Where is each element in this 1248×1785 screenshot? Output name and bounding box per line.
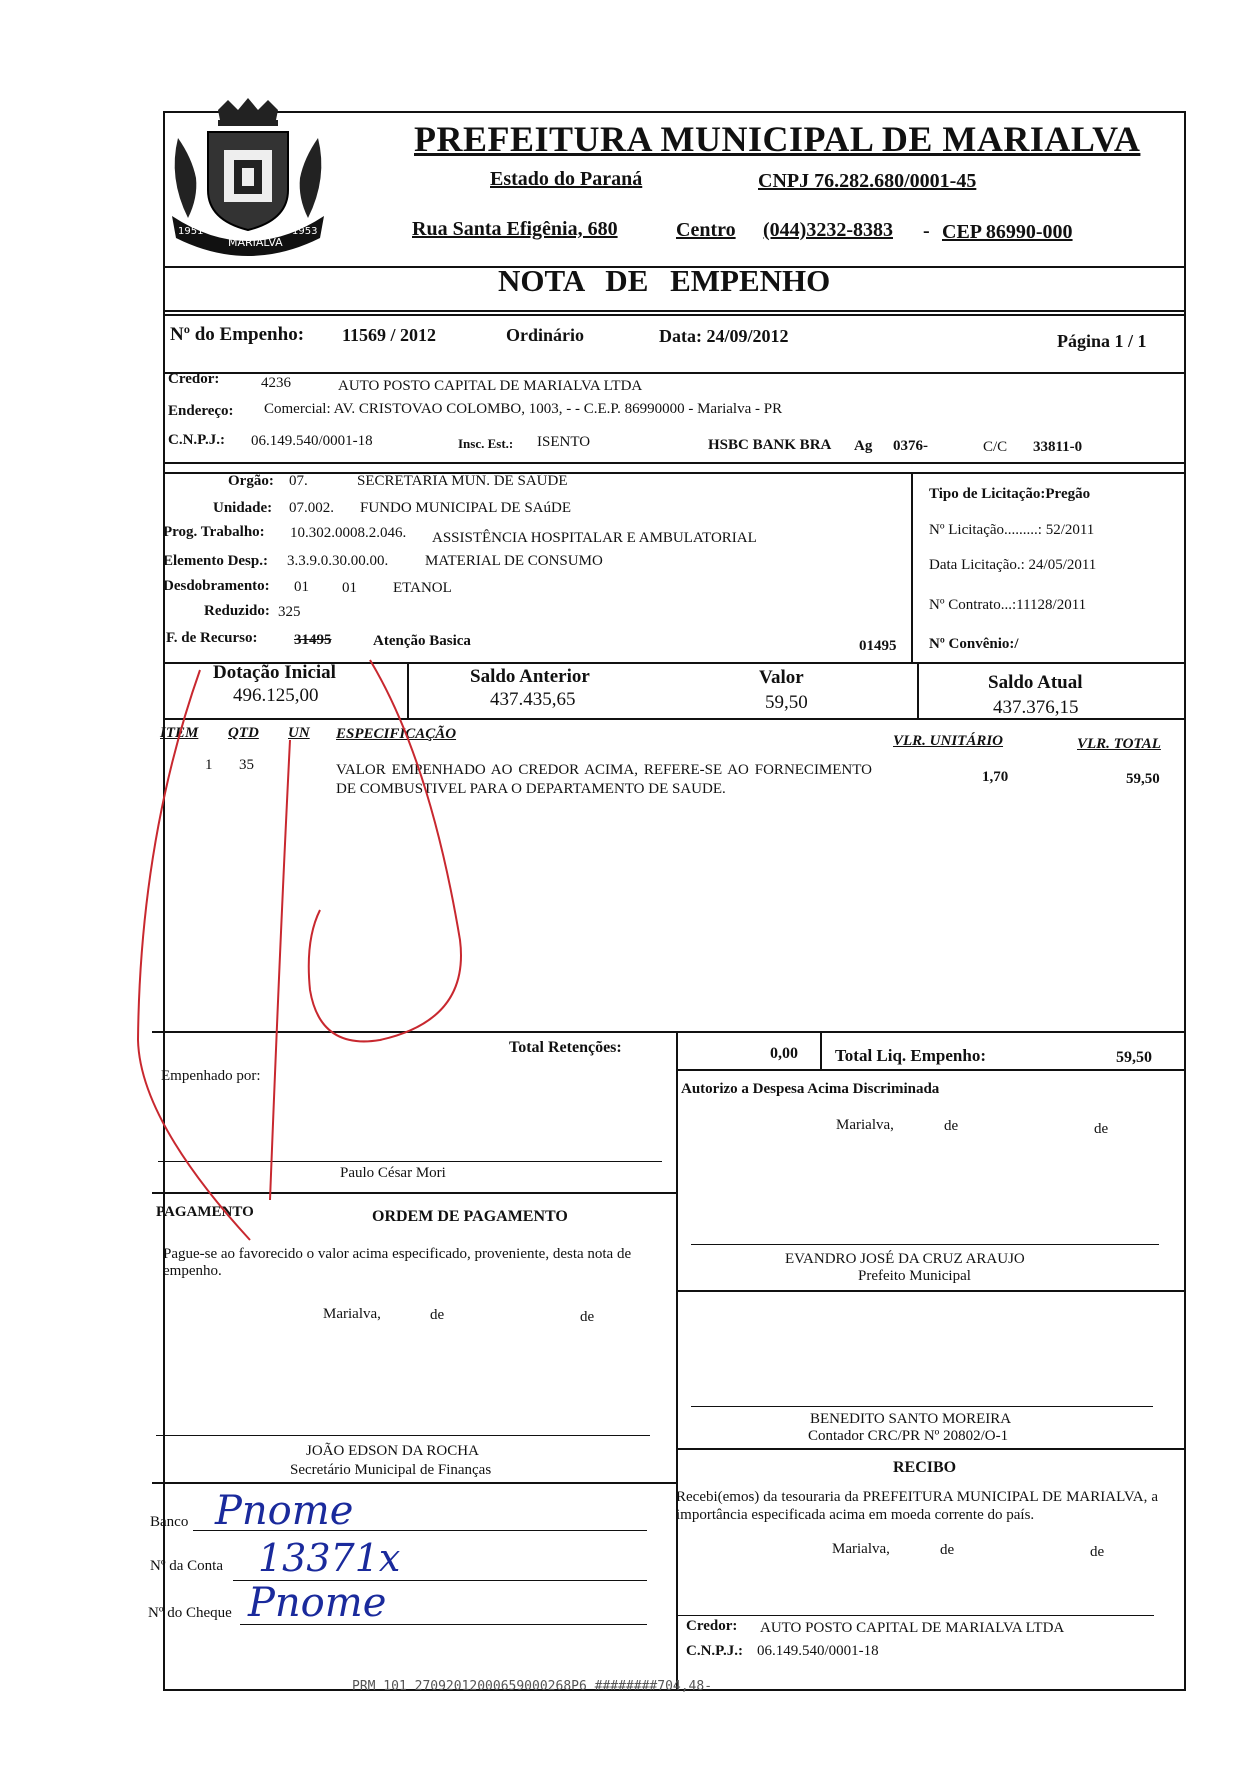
empenhado-label: Empenhado por:	[161, 1068, 261, 1084]
autorizo-de2: de	[1094, 1121, 1109, 1137]
empenho-date: Data: 24/09/2012	[659, 326, 789, 346]
fonte-code: 01495	[859, 638, 897, 654]
recibo-text: Recebi(emos) da tesouraria da PREFEITURA MUNICIPAL DE MARIALVA, a importância especificada acima em moeda corrente do país.	[676, 1489, 1158, 1523]
autorizo-city: Marialva,	[836, 1117, 894, 1133]
insc-label: Insc. Est.:	[458, 436, 514, 451]
state-label: Estado do Paraná	[490, 168, 643, 190]
svg-text:1953: 1953	[292, 226, 318, 237]
credor-address: Comercial: AV. CRISTOVAO COLOMBO, 1003, - - C.E.P. 86990000 - Marialva - PR	[264, 401, 783, 417]
recibo-de2: de	[1090, 1544, 1105, 1560]
ordem-pagamento-label: ORDEM DE PAGAMENTO	[372, 1208, 568, 1225]
liquido-value: 59,50	[1116, 1049, 1152, 1066]
col-un: UN	[288, 725, 310, 741]
fonte-desc: Atenção Basica	[373, 633, 471, 649]
saldo-atual-value: 437.376,15	[993, 697, 1079, 718]
desdobramento-desc: ETANOL	[393, 580, 452, 596]
saldo-anterior-value: 437.435,65	[490, 689, 576, 710]
recibo-cnpj: 06.149.540/0001-18	[757, 1643, 879, 1659]
agency-value: 0376-	[893, 438, 928, 454]
item-total: 59,50	[1126, 771, 1160, 787]
district-label: Centro	[676, 219, 736, 241]
liquido-label: Total Liq. Empenho:	[835, 1046, 986, 1065]
municipal-crest-icon	[168, 98, 328, 258]
footer-code: PRM 101 27092012000659000268P6 ########704,48-	[352, 1679, 713, 1694]
conta-label: Nº da Conta	[150, 1558, 223, 1574]
saldo-anterior-label: Saldo Anterior	[470, 666, 590, 687]
desdobramento-label: Desdobramento:	[163, 578, 270, 594]
prefeito-name: EVANDRO JOSÉ DA CRUZ ARAUJO	[785, 1251, 1025, 1267]
desdobramento-a: 01	[294, 579, 309, 595]
contador-role: Contador CRC/PR Nº 20802/O-1	[808, 1428, 1009, 1444]
cheque-handwritten: Pnome	[248, 1580, 387, 1626]
item-unit: 1,70	[982, 769, 1009, 785]
recibo-de1: de	[940, 1542, 955, 1558]
page-title: PREFEITURA MUNICIPAL DE MARIALVA	[414, 119, 1141, 159]
cnpj-label: CNPJ 76.282.680/0001-45	[758, 170, 977, 192]
fonte-label: F. de Recurso:	[166, 630, 258, 646]
pagamento-de2: de	[580, 1309, 595, 1325]
autorizo-de1: de	[944, 1118, 959, 1134]
reduzido-label: Reduzido:	[204, 603, 270, 619]
conta-handwritten: 13371x	[258, 1536, 401, 1580]
pagamento-text: Pague-se ao favorecido o valor acima especificado, proveniente, desta nota de empenho.	[163, 1246, 632, 1279]
red-annotation-mark	[130, 640, 510, 1260]
orgao-value: 07.	[289, 473, 308, 489]
licitacao-numero: Nº Licitação.........: 52/2011	[929, 522, 1095, 538]
valor-value: 59,50	[765, 692, 808, 713]
autorizo-label: Autorizo a Despesa Acima Discriminada	[681, 1081, 940, 1097]
retencoes-label: Total Retenções:	[509, 1039, 622, 1056]
endereco-label: Endereço:	[168, 403, 234, 419]
prefeito-role: Prefeito Municipal	[858, 1268, 971, 1284]
dotacao-label: Dotação Inicial	[213, 662, 336, 683]
cc-value: 33811-0	[1033, 439, 1083, 455]
agency-label: Ag	[854, 438, 873, 454]
separator: -	[923, 220, 930, 242]
fonte-value: 31495	[294, 632, 332, 648]
pagamento-label: PAGAMENTO	[156, 1204, 254, 1220]
cc-label: C/C	[983, 439, 1008, 455]
prog-label: Prog. Trabalho:	[163, 524, 265, 540]
bank-name: HSBC BANK BRA	[708, 437, 832, 453]
elemento-desc: MATERIAL DE CONSUMO	[425, 553, 603, 569]
banco-handwritten: Pnome	[215, 1488, 354, 1534]
cep-label: CEP 86990-000	[942, 221, 1073, 243]
retencoes-value: 0,00	[770, 1045, 798, 1062]
recibo-city: Marialva,	[832, 1541, 890, 1557]
prog-desc: ASSISTÊNCIA HOSPITALAR E AMBULATORIAL	[432, 530, 757, 546]
licitacao-tipo: Tipo de Licitação:Pregão	[929, 486, 1091, 502]
recibo-cnpj-label: C.N.P.J.:	[686, 1643, 743, 1659]
col-vlr-total: VLR. TOTAL	[1077, 736, 1161, 752]
doc-title: NOTA DE EMPENHO	[498, 263, 831, 298]
svg-text:MARIALVA: MARIALVA	[228, 236, 283, 249]
pagamento-de1: de	[430, 1307, 445, 1323]
orgao-desc: SECRETARIA MUN. DE SAÚDE	[357, 473, 568, 489]
credor-name: AUTO POSTO CAPITAL DE MARIALVA LTDA	[338, 378, 643, 394]
item-qtd: 35	[239, 757, 254, 773]
orgao-label: Orgão:	[228, 473, 274, 489]
unidade-value: 07.002.	[289, 500, 334, 516]
credor-code: 4236	[261, 375, 291, 391]
unidade-label: Unidade:	[213, 500, 273, 516]
col-qtd: QTD	[228, 725, 259, 741]
item-spec: VALOR EMPENHADO AO CREDOR ACIMA, REFERE-SE AO FORNECIMENTO DE COMBUSTIVEL PARA O DEPARTAMENTO DE SAUDE.	[336, 762, 872, 797]
recibo-credor-label: Credor:	[686, 1618, 738, 1634]
empenho-number-label: Nº do Empenho:	[170, 324, 305, 345]
pagamento-city: Marialva,	[323, 1306, 381, 1322]
recibo-credor-name: AUTO POSTO CAPITAL DE MARIALVA LTDA	[760, 1620, 1065, 1636]
licitacao-data: Data Licitação.: 24/05/2011	[929, 557, 1097, 573]
saldo-atual-label: Saldo Atual	[988, 672, 1083, 693]
phone-label: (044)3232-8383	[763, 219, 893, 241]
elemento-value: 3.3.9.0.30.00.00.	[287, 553, 389, 569]
cnpj-credor-label: C.N.P.J.:	[168, 432, 225, 448]
valor-label: Valor	[759, 667, 804, 688]
address-label: Rua Santa Efigênia, 680	[412, 218, 618, 240]
secretario-role: Secretário Municipal de Finanças	[290, 1462, 492, 1478]
contador-name: BENEDITO SANTO MOREIRA	[810, 1411, 1012, 1427]
reduzido-value: 325	[278, 604, 301, 620]
empenho-type: Ordinário	[506, 325, 585, 345]
credor-cnpj: 06.149.540/0001-18	[251, 433, 373, 449]
licitacao-contrato: Nº Contrato...:11128/2011	[929, 597, 1087, 613]
recibo-label: RECIBO	[893, 1459, 957, 1476]
credor-label: Credor:	[168, 371, 220, 387]
prog-value: 10.302.0008.2.046.	[290, 525, 407, 541]
col-item: ITEM	[160, 725, 199, 741]
col-especificacao: ESPECIFICAÇÃO	[336, 726, 457, 742]
col-vlr-unitario: VLR. UNITÁRIO	[893, 733, 1004, 749]
svg-text:1951: 1951	[178, 226, 204, 237]
item-number: 1	[205, 757, 213, 773]
elemento-label: Elemento Desp.:	[163, 553, 268, 569]
desdobramento-b: 01	[342, 580, 357, 596]
licitacao-convenio: Nº Convênio:/	[929, 636, 1019, 652]
page-number: Página 1 / 1	[1057, 331, 1147, 351]
empenhado-name: Paulo César Mori	[340, 1165, 446, 1181]
cheque-label: Nº do Cheque	[148, 1605, 232, 1621]
insc-value: ISENTO	[537, 434, 591, 450]
empenho-number: 11569 / 2012	[342, 325, 437, 345]
banco-label: Banco	[150, 1514, 189, 1530]
unidade-desc: FUNDO MUNICIPAL DE SAúDE	[360, 500, 571, 516]
secretario-name: JOÃO EDSON DA ROCHA	[306, 1443, 479, 1459]
dotacao-value: 496.125,00	[233, 685, 319, 706]
